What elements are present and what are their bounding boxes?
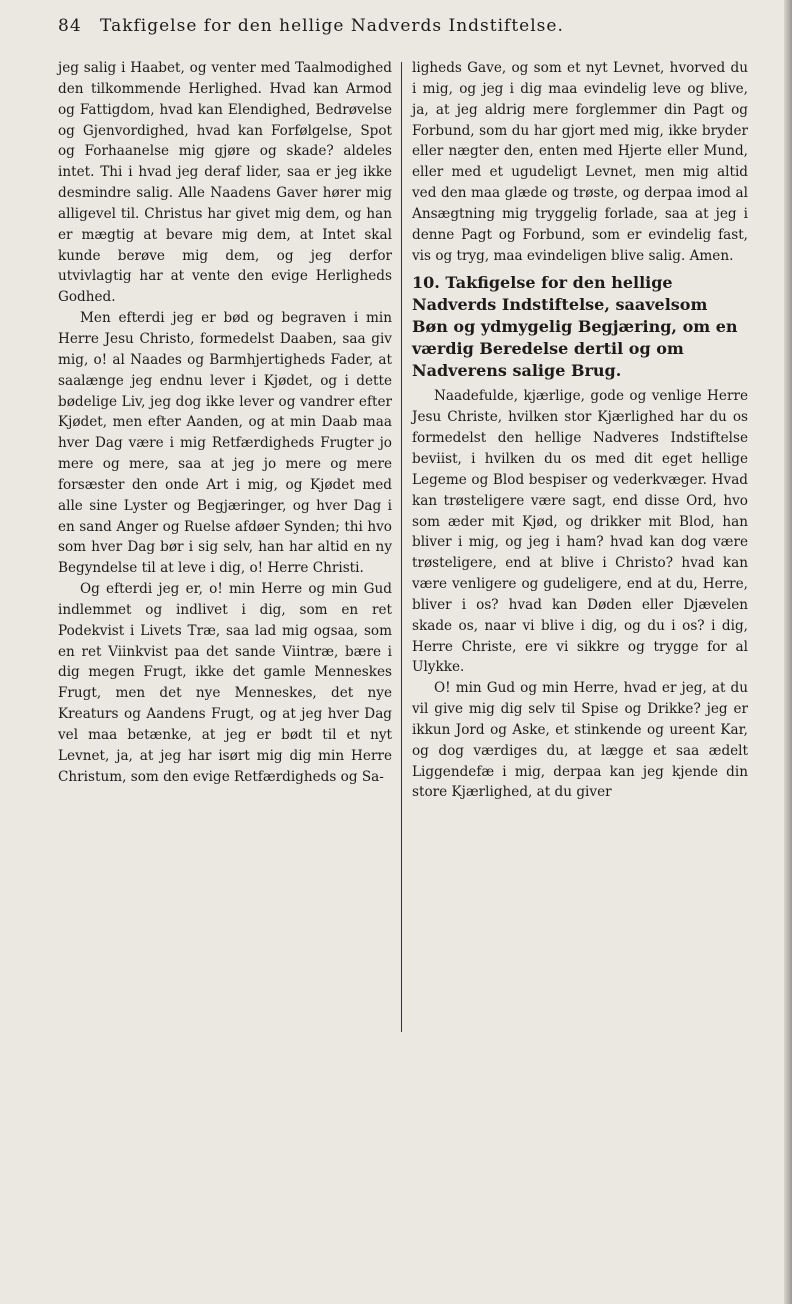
left-column — [58, 58, 392, 788]
paragraph: jeg salig i Haabet, og venter med Taalmodighed den tilkommende Herlighed. Hvad kan Armod og Fattigdom, hvad kan Elendighed, Bedrøvelse og Gjenvordighed, hvad kan Forfølgelse, Spot og Forhaanelse mig gjøre og skade? aldeles intet. Thi i hvad jeg deraf lider, saa er jeg ikke desmindre salig. Alle Naadens Gaver hører mig alligevel til. Christus har givet mig dem, og han er mægtig at bevare mig dem, at Intet skal kunde berøve mig dem, og jeg derfor utvivlagtig har at vente den evige Herligheds Godhed. — [58, 60, 392, 306]
running-title: Takfigelse for den hellige Nadverds Indstiftelse. — [100, 16, 564, 36]
page-edge — [784, 0, 792, 1304]
paragraph: ligheds Gave, og som et nyt Levnet, hvorved du i mig, og jeg i dig maa evindelig leve og blive, ja, at jeg aldrig mere forglemmer din Pagt og Forbund, som du har gjort med mig, ikke bryder eller nægter den, enten med Hjerte eller Mund, eller med et ugudeligt Levnet, men mig altid ved den maa glæde og trøste, og derpaa imod al Ansægtning mig tryggelig forlade, saa at jeg i denne Pagt og Forbund, som er evindelig fast, vis og tryg, maa evindeligen blive salig. Amen. — [412, 60, 748, 264]
page-number: 84 — [58, 16, 82, 36]
paragraph: O! min Gud og min Herre, hvad er jeg, at du vil give mig dig selv til Spise og Drikke? jeg er ikkun Jord og Aske, et stinkende og ureent Kar, og dog værdiges du, at lægge et saa ædelt Liggendefæ i mig, derpaa kan jeg kjende din store Kjærlighed, at du giver — [412, 680, 748, 801]
paragraph: Naadefulde, kjærlige, gode og venlige Herre Jesu Christe, hvilken stor Kjærlighed har du os formedelst den hellige Nadveres Indstiftelse beviist, i hvilken du os med dit eget hellige Legeme og Blod bespiser og vederkvæger. Hvad kan trøsteligere være sagt, end disse Ord, hvo som æder mit Kjød, og drikker mit Blod, han bliver i mig, og jeg i ham? hvad kan dog være trøsteligere, end at blive i Christo? hvad kan være venligere og gudeligere, end at du, Herre, bliver i os? hvad kan Døden eller Djævelen skade os, naar vi blive i dig, og du i os? i dig, Herre Christe, ere vi sikkre og trygge for al Ulykke. — [412, 388, 748, 676]
page-header — [58, 16, 758, 44]
column-divider — [401, 62, 402, 1032]
paragraph: Og efterdi jeg er, o! min Herre og min Gud indlemmet og indlivet i dig, som en ret Podekvist i Livets Træ, saa lad mig ogsaa, som en ret Viinkvist paa det sande Viintræ, bære i dig megen Frugt, ikke det gamle Menneskes Frugt, men det nye Menneskes, det nye Kreaturs og Aandens Frugt, og at jeg hver Dag vel maa betænke, at jeg er bødt til et nyt Levnet, ja, at jeg har isørt mig dig min Herre Christum, som den evige Retfærdigheds og Sa- — [58, 581, 392, 785]
right-column — [412, 58, 748, 803]
section-heading: 10. Takfigelse for den hellige Nadverds Indstiftelse, saavelsom Bøn og ydmygelig Begjæring, om en værdig Beredelse dertil og om Nadverens salige Brug. — [412, 273, 738, 381]
paragraph: Men efterdi jeg er bød og begraven i min Herre Jesu Christo, formedelst Daaben, saa giv mig, o! al Naades og Barmhjertigheds Fader, at saalænge jeg endnu lever i Kjødet, og i dette bødelige Liv, jeg dog ikke lever og vandrer efter Kjødet, men efter Aanden, og at min Daab maa hver Dag være i mig Retfærdigheds Frugter jo mere og mere, saa at jeg jo mere og mere forsæster den onde Art i mig, og Kjødet med alle sine Lyster og Begjæringer, og hver Dag i en sand Anger og Ruelse afdøer Synden; thi hvo som hver Dag bør i sig selv, han har altid en ny Begyndelse til at leve i dig, o! Herre Christi. — [58, 310, 392, 577]
